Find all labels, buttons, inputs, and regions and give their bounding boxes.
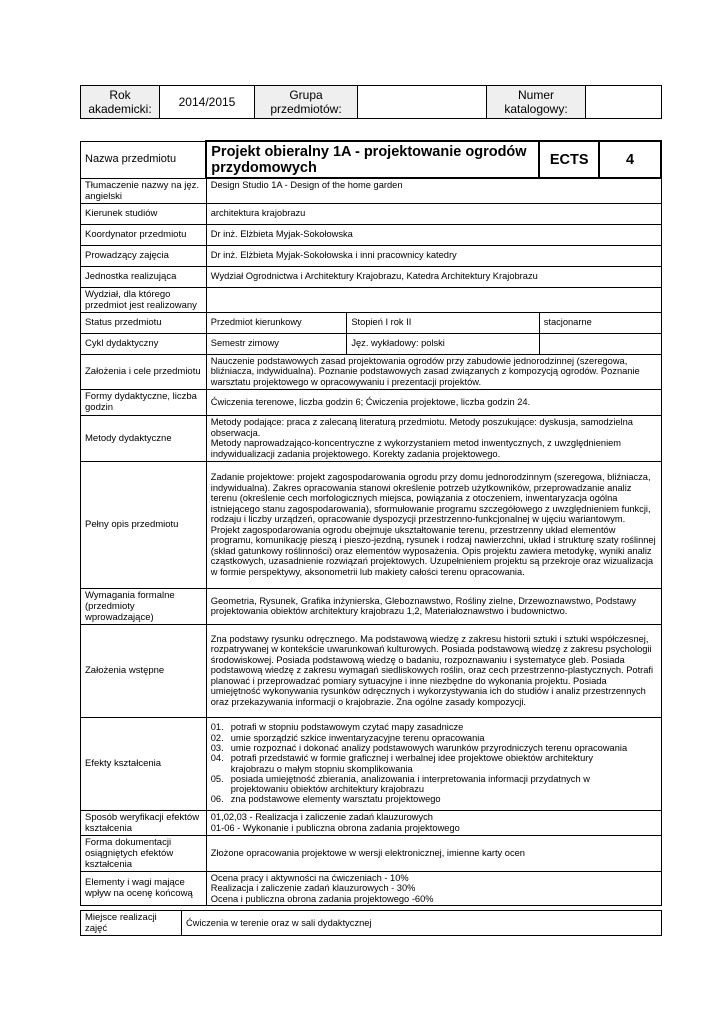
cykl-value-1: Semestr zimowy xyxy=(206,333,347,354)
efekt-item-cont: projektowaniu obiektów architektury krajobrazu xyxy=(230,784,425,795)
miejsce-value: Ćwiczenia w terenie oraz w sali dydaktycznej xyxy=(182,911,662,936)
miejsce-label: Miejsce realizacji zajęć xyxy=(81,911,182,936)
status-value-2: Stopień I rok II xyxy=(347,312,539,333)
efekt-item: 04. potrafi przedstawić w formie graficznej i werbalnej idee projektowe obiektów architektury xyxy=(210,753,593,764)
course-table xyxy=(80,140,662,906)
wydzial-label: Wydział, dla którego przedmiot jest realizowany xyxy=(81,287,207,312)
elementy-value: Ocena pracy i aktywności na ćwiczeniach - 10% Realizacja i zaliczenie zadań klauzurowych - 30% Ocena i publiczna obrona zadania projektowego -60% xyxy=(206,871,661,906)
header-table xyxy=(80,85,662,119)
ects-label: ECTS xyxy=(539,141,599,178)
efekt-item: 05. posiada umiejętność zbierania, analizowania i interpretowania informacji przydatnych w xyxy=(210,773,590,784)
metody-value: Metody podające: praca z zalecaną literaturą przedmiotu. Metody poszukujące: dyskusja, samodzielna obserwacja. Metody naprowadzająco-koncentryczne z wykorzystaniem metod inwentycznych, z uwzględnieniem indywidualizacji zadania projektowego. Korekty zadania projektowego. xyxy=(206,415,661,461)
zalozenia-wstepne-label: Założenia wstępne xyxy=(81,624,207,717)
numer-value xyxy=(586,86,662,119)
zalozenia-cele-value: Nauczenie podstawowych zasad projektowania ogrodów przy zabudowie jednorodzinnej (szeregowa, bliźniacza, indywidualna). Poznanie podstawowych zasad związanych z kompozycją ogrodów. Poznanie warsztatu projektowego w opracowywaniu i prezentacji projektów. xyxy=(206,354,661,389)
prowadzacy-label: Prowadzący zajęcia xyxy=(81,245,207,266)
status-label: Status przedmiotu xyxy=(81,312,207,333)
course-name-value: Projekt obieralny 1A - projektowanie ogrodów przydomowych xyxy=(206,141,539,178)
metody-label: Metody dydaktyczne xyxy=(81,415,207,461)
rok-value: 2014/2015 xyxy=(160,86,255,119)
translation-label: Tłumaczenie nazwy na jęz. angielski xyxy=(81,178,207,203)
koordynator-label: Koordynator przedmiotu xyxy=(81,224,207,245)
forma-dok-label: Forma dokumentacji osiągniętych efektów kształcenia xyxy=(81,835,207,871)
efekt-item: 06. zna podstawowe elementy warsztatu projektowego xyxy=(210,794,441,805)
efekt-item: 01. potrafi w stopniu podstawowym czytać mapy zasadnicze xyxy=(210,722,464,733)
rok-label: Rok akademicki: xyxy=(81,86,160,119)
formy-label: Formy dydaktyczne, liczba godzin xyxy=(81,389,207,415)
efekty-value xyxy=(206,717,661,810)
zalozenia-cele-label: Założenia i cele przedmiotu xyxy=(81,354,207,389)
cykl-value-2: Jęz. wykładowy: polski xyxy=(347,333,539,354)
elementy-label: Elementy i wagi mające wpływ na ocenę końcową xyxy=(81,871,207,906)
status-value-3: stacjonarne xyxy=(539,312,661,333)
efekt-item: 03. umie rozpoznać i dokonać analizy podstawowych warunków przyrodniczych terenu opracowania xyxy=(210,742,628,753)
sposob-label: Sposób weryfikacji efektów kształcenia xyxy=(81,810,207,835)
efekt-item: 02. umie sporządzić szkice inwentaryzacyjne terenu opracowania xyxy=(210,732,485,743)
course-name-label: Nazwa przedmiotu xyxy=(81,141,207,178)
translation-value: Design Studio 1A - Design of the home garden xyxy=(206,178,661,203)
cykl-value-3 xyxy=(539,333,661,354)
ects-value: 4 xyxy=(599,141,661,178)
opis-label: Pełny opis przedmiotu xyxy=(81,461,207,588)
efekty-label: Efekty kształcenia xyxy=(81,717,207,810)
kierunek-value: architektura krajobrazu xyxy=(206,203,661,224)
sposob-value: 01,02,03 - Realizacja i zaliczenie zadań klauzurowych 01-06 - Wykonanie i publiczna obrona zadania projektowego xyxy=(206,810,661,835)
formy-value: Ćwiczenia terenowe, liczba godzin 6; Ćwiczenia projektowe, liczba godzin 24. xyxy=(206,389,661,415)
cykl-label: Cykl dydaktyczny xyxy=(81,333,207,354)
kierunek-label: Kierunek studiów xyxy=(81,203,207,224)
wymagania-label: Wymagania formalne (przedmioty wprowadzające) xyxy=(81,588,207,624)
opis-value: Zadanie projektowe: projekt zagospodarowania ogrodu przy domu jednorodzinnym (szeregowa, bliźniacza, indywidualna). Zakres opracowania stanowi określenie potrzeb użytkowników, przeprowadzanie analiz terenu (określenie cech morfologicznych miejsca, powiązania z otoczeniem, inwentaryzacja ogólna istniejącego stanu zagospodarowania), sformułowanie programu szczegółowego z uwzględnieniem funkcji, rodzaju i liczby urządzeń, opracowanie dyspozycji przestrzenno-funkcjonalnej w ujęciu wariantowym. Projekt zagospodarowania ogrodu obejmuje ukształtowanie terenu, przestrzenny układ elementów programu, komunikację pieszą i pieszo-jezdną, rysunek i rodzaj nawierzchni, układ i strukturę szaty roślinnej (skład gatunkowy roślinności) oraz elementów wyposażenia. Opis projektu zawiera metodykę, wyniki analiz cząstkowych, uzasadnienie rozwiązań projektowych. Uzupełnieniem projektu są przekroje oraz wizualizacja w formie perspektywy, aksonometrii lub makiety całości terenu opracowania. xyxy=(206,461,661,588)
wymagania-value: Geometria, Rysunek, Grafika inżynierska, Gleboznawstwo, Rośliny zielne, Drzewoznawstwo, Podstawy projektowania obiektów architektury krajobrazu 1,2, Materiałoznawstwo i budownictwo. xyxy=(206,588,661,624)
zalozenia-wstepne-value: Zna podstawy rysunku odręcznego. Ma podstawową wiedzę z zakresu historii sztuki i sztuki współczesnej, rozpatrywanej w kontekście uwarunkowań kulturowych. Posiada podstawową wiedzę z zakresu psychologii środowiskowej. Posiada podstawową wiedzę o badaniu, rozpoznawaniu i systematyce gleb. Posiada podstawową wiedzę z zakresu wymagań siedliskowych roślin, oraz cech przestrzenno-plastycznych. Potrafi planować i przeprowadzać pomiary sytuacyjne i inne niezbędne do wykonania projektu. Posiada umiejętność wykonywania rysunków odręcznych i wykorzystywania ich do studiów i analiz przestrzennych oraz przekazywania informacji o krajobrazie. Zna ogólne zasady kompozycji. xyxy=(206,624,661,717)
efekt-item-cont: krajobrazu o małym stopniu skomplikowania xyxy=(230,763,413,774)
wydzial-value xyxy=(206,287,661,312)
status-value-1: Przedmiot kierunkowy xyxy=(206,312,347,333)
efekty-list xyxy=(211,722,657,804)
koordynator-value: Dr inż. Elżbieta Myjak-Sokołowska xyxy=(206,224,661,245)
jednostka-value: Wydział Ogrodnictwa i Architektury Krajobrazu, Katedra Architektury Krajobrazu xyxy=(206,266,661,287)
prowadzacy-value: Dr inż. Elżbieta Myjak-Sokołowska i inni pracownicy katedry xyxy=(206,245,661,266)
grupa-value xyxy=(358,86,487,119)
numer-label: Numer katalogowy: xyxy=(487,86,586,119)
jednostka-label: Jednostka realizująca xyxy=(81,266,207,287)
forma-dok-value: Złożone opracowania projektowe w wersji elektronicznej, imienne karty ocen xyxy=(206,835,661,871)
grupa-label: Grupa przedmiotów: xyxy=(255,86,358,119)
miejsce-table xyxy=(80,910,662,936)
